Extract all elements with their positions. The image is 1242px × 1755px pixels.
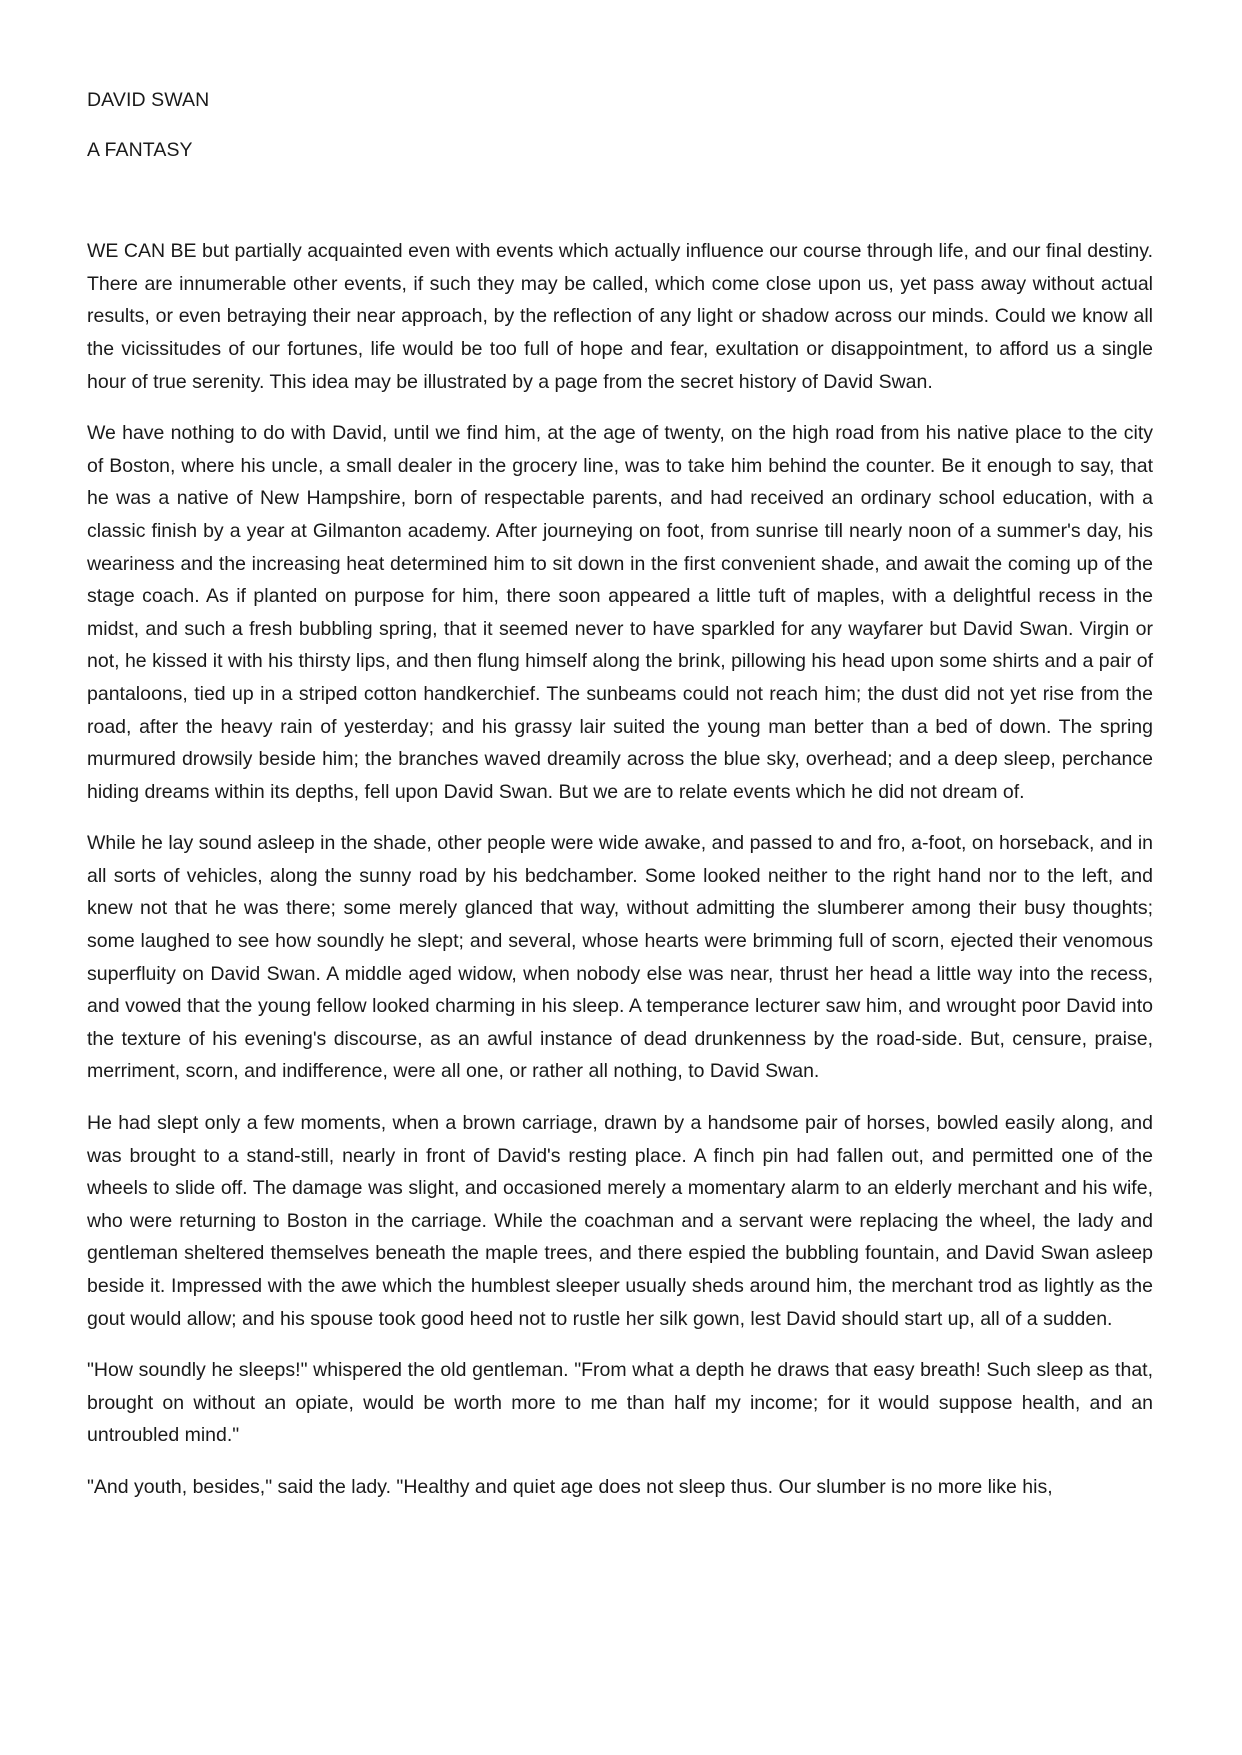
- document-title: DAVID SWAN: [87, 89, 210, 111]
- paragraph-3: While he lay sound asleep in the shade, other people were wide awake, and passed to and fro, a-foot, on horseback, and in all sorts of vehicles, along the sunny road by his bedchamber. Some looked neither to the right hand nor to the left, and knew not that he was there; some merely glanced that way, without admitting the slumberer among their busy thoughts; some laughed to see how soundly he slept; and several, whose hearts were brimming full of scorn, ejected their venomous superfluity on David Swan. A middle aged widow, when nobody else was near, thrust her head a little way into the recess, and vowed that the young fellow looked charming in his sleep. A temperance lecturer saw him, and wrought poor David into the texture of his evening's discourse, as an awful instance of dead drunkenness by the road-side. But, censure, praise, merriment, scorn, and indifference, were all one, or rather all nothing, to David Swan.: [87, 832, 1153, 1083]
- paragraph-5: "How soundly he sleeps!" whispered the old gentleman. "From what a depth he draws that easy breath! Such sleep as that, brought on without an opiate, would be worth more to me than half my income; for it would suppose health, and an untroubled mind.": [87, 1359, 1153, 1447]
- document-page: [87, 84, 1153, 1523]
- paragraph-6: "And youth, besides," said the lady. "Healthy and quiet age does not sleep thus. Our slumber is no more like his,: [87, 1475, 1053, 1498]
- paragraph-1: WE CAN BE but partially acquainted even with events which actually influence our course through life, and our final destiny. There are innumerable other events, if such they may be called, which come close upon us, yet pass away without actual results, or even betraying their near approach, by the reflection of any light or shadow across our minds. Could we know all the vicissitudes of our fortunes, life would be too full of hope and fear, exultation or disappointment, to afford us a single hour of true serenity. This idea may be illustrated by a page from the secret history of David Swan.: [87, 240, 1153, 393]
- document-subtitle: A FANTASY: [87, 138, 193, 161]
- paragraph-2: We have nothing to do with David, until we find him, at the age of twenty, on the high road from his native place to the city of Boston, where his uncle, a small dealer in the grocery line, was to take him behind the counter. Be it enough to say, that he was a native of New Hampshire, born of respectable parents, and had received an ordinary school education, with a classic finish by a year at Gilmanton academy. After journeying on foot, from sunrise till nearly noon of a summer's day, his weariness and the increasing heat determined him to sit down in the first convenient shade, and await the coming up of the stage coach. As if planted on purpose for him, there soon appeared a little tuft of maples, with a delightful recess in the midst, and such a fresh bubbling spring, that it seemed never to have sparkled for any wayfarer but David Swan. Virgin or not, he kissed it with his thirsty lips, and then flung himself along the brink, pillowing his head upon some shirts and a pair of pantaloons, tied up in a striped cotton handkerchief. The sunbeams could not reach him; the dust did not yet rise from the road, after the heavy rain of yesterday; and his grassy lair suited the young man better than a bed of down. The spring murmured drowsily beside him; the branches waved dreamily across the blue sky, overhead; and a deep sleep, perchance hiding dreams within its depths, fell upon David Swan. But we are to relate events which he did not dream of.: [87, 422, 1153, 803]
- paragraph-4: He had slept only a few moments, when a brown carriage, drawn by a handsome pair of horses, bowled easily along, and was brought to a stand-still, nearly in front of David's resting place. A finch pin had fallen out, and permitted one of the wheels to slide off. The damage was slight, and occasioned merely a momentary alarm to an elderly merchant and his wife, who were returning to Boston in the carriage. While the coachman and a servant were replacing the wheel, the lady and gentleman sheltered themselves beneath the maple trees, and there espied the bubbling fountain, and David Swan asleep beside it. Impressed with the awe which the humblest sleeper usually sheds around him, the merchant trod as lightly as the gout would allow; and his spouse took good heed not to rustle her silk gown, lest David should start up, all of a sudden.: [87, 1112, 1153, 1330]
